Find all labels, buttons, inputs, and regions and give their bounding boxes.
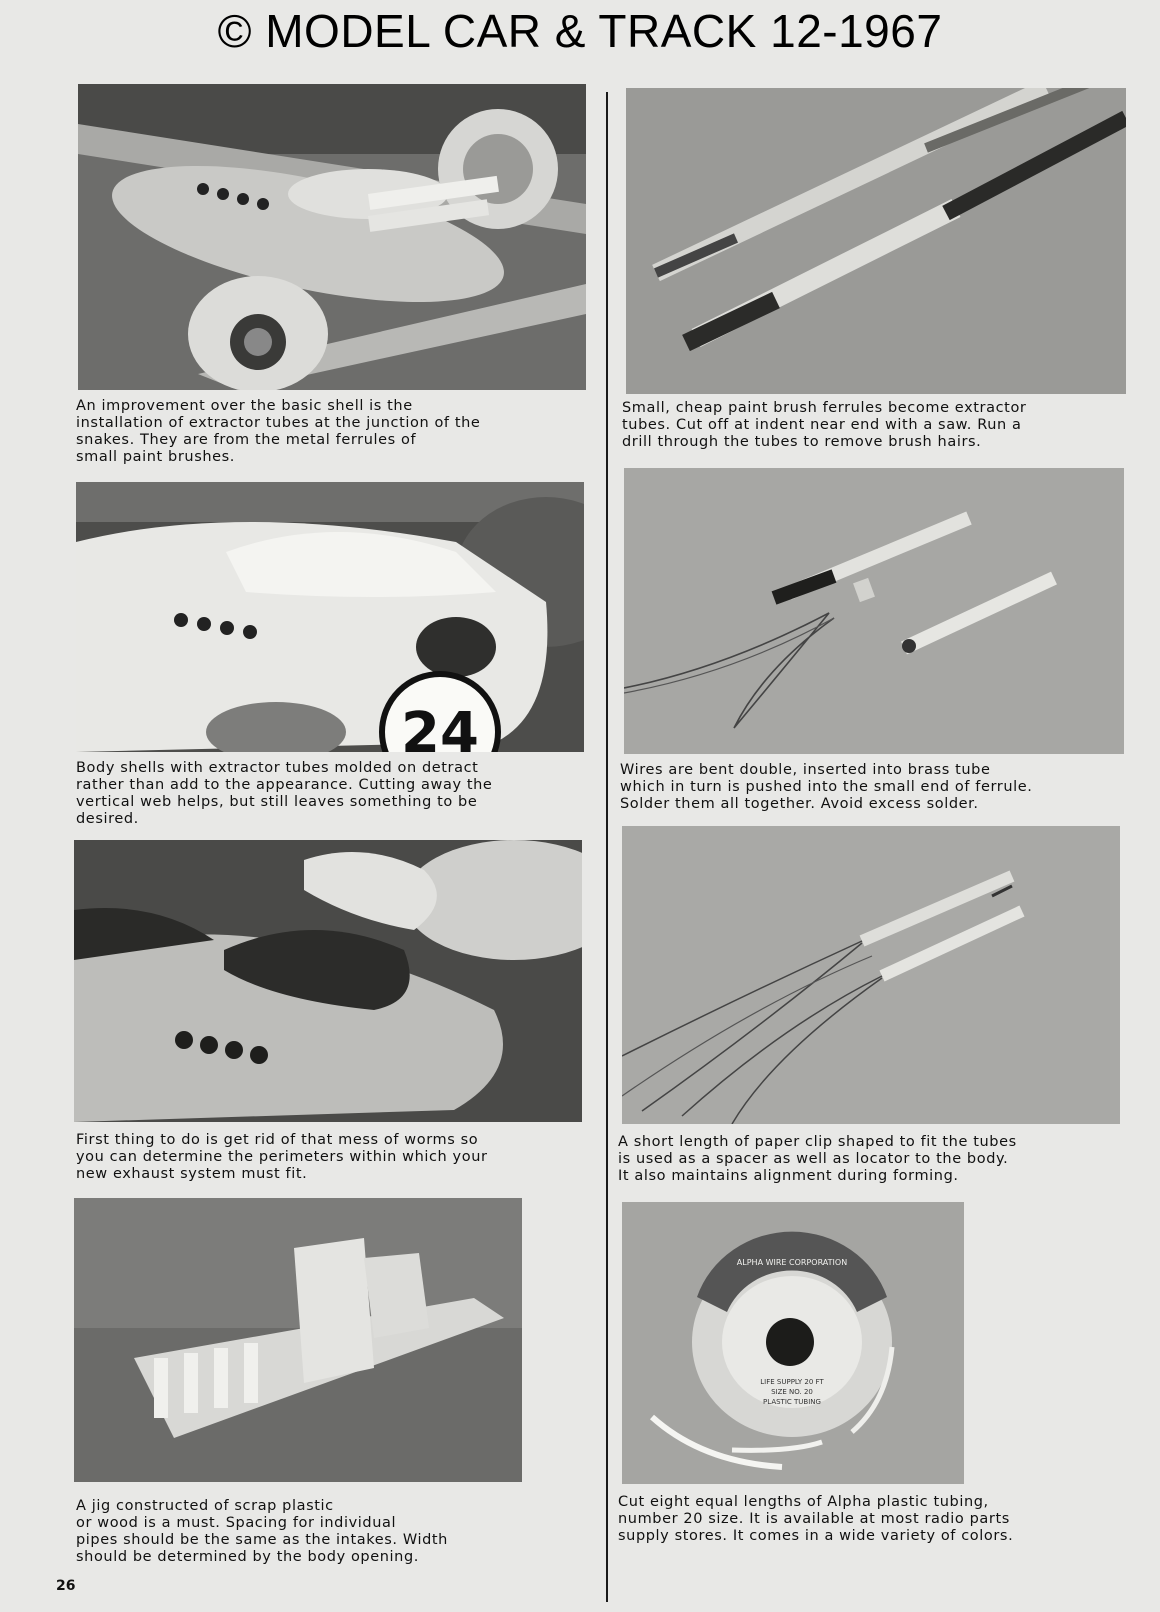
photo-alpha-tubing-spool (622, 1202, 964, 1484)
caption-extractor-tubes: An improvement over the basic shell is the installation of extractor tubes at the junction of the snakes. They are from the metal ferrules of small paint brushes. (76, 398, 481, 465)
caption-jig: A jig constructed of scrap plastic or wood is a must. Spacing for individual pipes should be the same as the intakes. Width should be determined by the body opening. (76, 1498, 448, 1565)
photo-wires-bent (624, 468, 1124, 754)
car-number-24: 24 (401, 701, 479, 752)
photo-car-worms-removed (74, 840, 582, 1122)
photo-paint-brushes (626, 88, 1126, 394)
caption-paint-brush-ferrules: Small, cheap paint brush ferrules become extractor tubes. Cut off at indent near end with a saw. Run a drill through the tubes to remove brush hairs. (622, 400, 1027, 450)
caption-alpha-tubing: Cut eight equal lengths of Alpha plastic tubing, number 20 size. It is available at most radio parts supply stores. It comes in a wide variety of colors. (618, 1494, 1014, 1544)
photo-car-extractor-tubes (78, 84, 586, 390)
column-divider (606, 92, 608, 1602)
spool-label-tubing: PLASTIC TUBING (763, 1398, 821, 1406)
caption-paper-clip: A short length of paper clip shaped to fit the tubes is used as a spacer as well as locator to the body. It also maintains alignment during forming. (618, 1134, 1017, 1184)
page-number: 26 (56, 1578, 76, 1594)
photo-body-shell-24 (76, 482, 584, 752)
caption-worms-removed: First thing to do is get rid of that mess of worms so you can determine the perimeters within which your new exhaust system must fit. (76, 1132, 488, 1182)
photo-jig (74, 1198, 522, 1482)
caption-wires-bent: Wires are bent double, inserted into brass tube which in turn is pushed into the small end of ferrule. Solder them all together. Avoid excess solder. (620, 762, 1033, 812)
copyright-header: © MODEL CAR & TRACK 12-1967 (217, 5, 943, 57)
caption-body-shells: Body shells with extractor tubes molded on detract rather than add to the appearance. Cutting away the vertical web helps, but still leaves something to be desired. (76, 760, 493, 827)
spool-label-supply: LIFE SUPPLY 20 FT (760, 1378, 824, 1386)
photo-paper-clip-spacer (622, 826, 1120, 1124)
spool-label-size: SIZE NO. 20 (771, 1388, 813, 1396)
spool-label-brand: ALPHA WIRE CORPORATION (736, 1258, 848, 1267)
